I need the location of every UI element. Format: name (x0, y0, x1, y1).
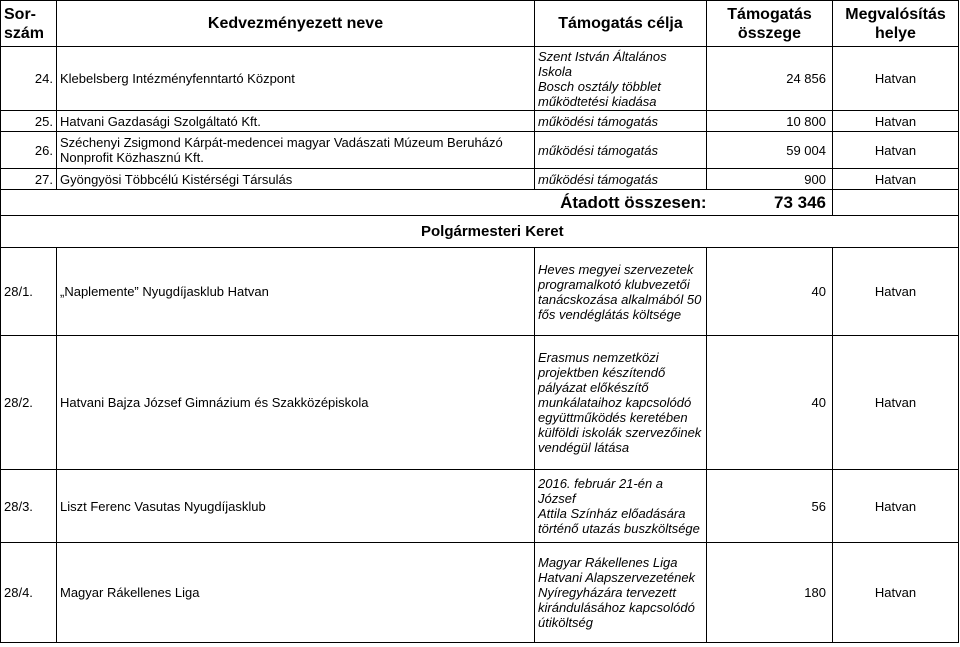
beneficiary-name: Magyar Rákellenes Liga (57, 543, 535, 643)
grant-purpose: Szent István Általános Iskola Bosch osztály többlet működtetési kiadása (535, 47, 707, 111)
table-row (1, 248, 959, 336)
row-number: 28/4. (1, 543, 57, 643)
total-label: Átadott összesen: (57, 190, 707, 216)
beneficiary-name: „Naplemente” Nyugdíjasklub Hatvan (57, 248, 535, 336)
grant-amount: 180 (707, 543, 833, 643)
header-row (1, 1, 959, 47)
grant-amount: 40 (707, 336, 833, 470)
grant-amount: 900 (707, 169, 833, 190)
header-name: Kedvezményezett neve (57, 1, 535, 47)
grant-amount: 10 800 (707, 111, 833, 132)
grant-location: Hatvan (833, 47, 959, 111)
section-title: Polgármesteri Keret (1, 216, 959, 248)
grant-location: Hatvan (833, 248, 959, 336)
total-value: 73 346 (707, 190, 833, 216)
header-sorszam: Sor- szám (1, 1, 57, 47)
grant-location: Hatvan (833, 336, 959, 470)
section-row (1, 216, 959, 248)
table-row (1, 132, 959, 169)
grant-location: Hatvan (833, 470, 959, 543)
beneficiary-name: Hatvani Bajza József Gimnázium és Szakközépiskola (57, 336, 535, 470)
table-row (1, 336, 959, 470)
grant-location: Hatvan (833, 111, 959, 132)
row-number: 28/3. (1, 470, 57, 543)
total-row (1, 190, 959, 216)
grant-purpose: Magyar Rákellenes Liga Hatvani Alapszervezetének Nyíregyházára tervezett kirándulásához kapcsolódó útiköltség (535, 543, 707, 643)
grant-amount: 59 004 (707, 132, 833, 169)
table-row (1, 470, 959, 543)
header-purpose: Támogatás célja (535, 1, 707, 47)
row-number: 28/2. (1, 336, 57, 470)
grant-amount: 56 (707, 470, 833, 543)
grant-amount: 40 (707, 248, 833, 336)
beneficiary-name: Gyöngyösi Többcélú Kistérségi Társulás (57, 169, 535, 190)
grant-purpose: működési támogatás (535, 169, 707, 190)
grant-purpose: 2016. február 21-én a József Attila Színház előadására történő utazás buszköltsége (535, 470, 707, 543)
grant-location: Hatvan (833, 169, 959, 190)
row-number: 28/1. (1, 248, 57, 336)
table-row (1, 47, 959, 111)
row-number: 26. (1, 132, 57, 169)
row-number: 27. (1, 169, 57, 190)
grant-amount: 24 856 (707, 47, 833, 111)
table-row (1, 111, 959, 132)
beneficiary-name: Klebelsberg Intézményfenntartó Központ (57, 47, 535, 111)
grant-location: Hatvan (833, 132, 959, 169)
beneficiary-name: Széchenyi Zsigmond Kárpát-medencei magyar Vadászati Múzeum Beruházó Nonprofit Közhasznú Kft. (57, 132, 535, 169)
header-amount: Támogatás összege (707, 1, 833, 47)
grant-purpose: Erasmus nemzetközi projektben készítendő pályázat előkészítő munkálataihoz kapcsolódó együttműködés keretében külföldi iskolák szervezőinek vendégül látása (535, 336, 707, 470)
grant-purpose: működési támogatás (535, 111, 707, 132)
beneficiary-name: Hatvani Gazdasági Szolgáltató Kft. (57, 111, 535, 132)
table-row (1, 169, 959, 190)
beneficiary-name: Liszt Ferenc Vasutas Nyugdíjasklub (57, 470, 535, 543)
grant-purpose: Heves megyei szervezetek programalkotó klubvezetői tanácskozása alkalmából 50 fős vendéglátás költsége (535, 248, 707, 336)
row-number: 24. (1, 47, 57, 111)
table-row (1, 543, 959, 643)
header-location: Megvalósítás helye (833, 1, 959, 47)
row-number: 25. (1, 111, 57, 132)
grant-purpose: működési támogatás (535, 132, 707, 169)
grant-location: Hatvan (833, 543, 959, 643)
